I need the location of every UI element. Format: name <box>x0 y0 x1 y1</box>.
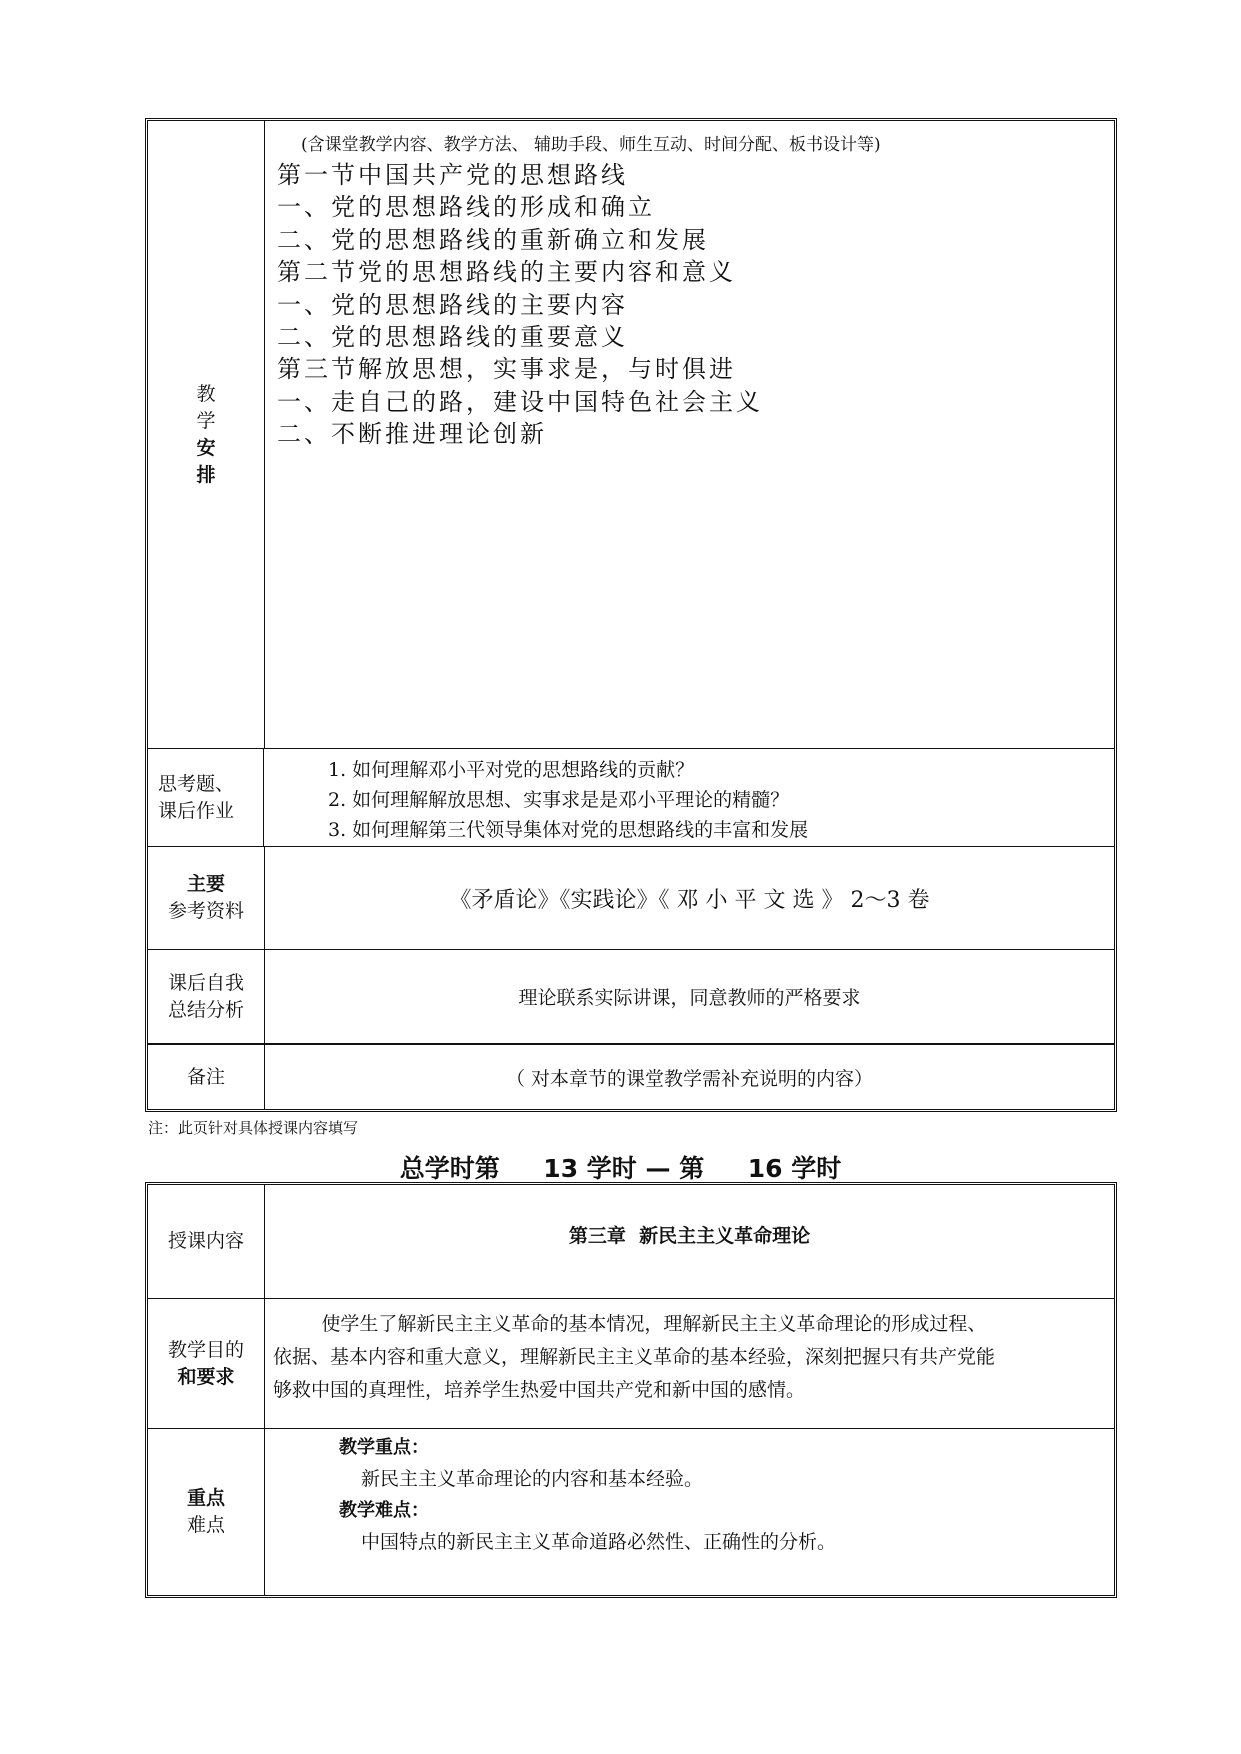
teaching-goals-content: 使学生了解新民主主义革命的基本情况，理解新民主主义革命理论的形成过程、 依据、基本内容和重大意义，理解新民主主义革命的基本经验，深刻把握只有共产党能 够救中国的真理性，培养学生热爱中国共产党和新中国的感情。 <box>273 1313 996 1401</box>
references-label: 主要 参考资料 <box>148 847 265 949</box>
key-points-content <box>265 1429 1114 1595</box>
total-hours-heading: 总学时第 13 学时 — 第 16 学时 <box>399 1154 842 1183</box>
teaching-arrangement-content <box>265 121 1114 748</box>
difficulties-text: 中国特点的新民主主义革命道路必然性、正确性的分析。 <box>361 1531 837 1553</box>
outline-line: 二、不断推进理论创新 <box>277 420 547 449</box>
row-teaching-goals <box>148 1298 1114 1428</box>
row-course-content <box>148 1185 1114 1298</box>
key-points-title: 教学重点： <box>339 1437 429 1458</box>
homework-label: 思考题、 课后作业 <box>148 749 264 846</box>
course-content-value: 第三章 新民主主义革命理论 <box>568 1225 811 1247</box>
outline-line: 第一节中国共产党的思想路线 <box>277 161 628 189</box>
row-self-review <box>148 949 1114 1043</box>
arrangement-hint: (含课堂教学内容、教学方法、 辅助手段、师生互动、时间分配、板书设计等) <box>301 135 881 155</box>
key-points-label: 重点 难点 <box>148 1429 265 1595</box>
outline-line: 一、走自己的路，建设中国特色社会主义 <box>277 387 763 416</box>
arrangement-outline <box>277 159 763 451</box>
homework-questions <box>265 749 1114 846</box>
row-key-points <box>148 1428 1114 1595</box>
teaching-arrangement-label: 教 学 安 排 <box>148 121 265 748</box>
remarks-content: （ 对本章节的课堂教学需补充说明的内容） <box>505 1067 874 1090</box>
outline-line: 一、党的思想路线的主要内容 <box>277 290 628 319</box>
question-item: 3. 如何理解第三代领导集体对党的思想路线的丰富和发展 <box>328 819 809 841</box>
lesson-table-1 <box>145 118 1117 1112</box>
outline-line: 二、党的思想路线的重要意义 <box>277 323 628 352</box>
question-item: 1. 如何理解邓小平对党的思想路线的贡献？ <box>328 759 695 781</box>
row-references <box>148 846 1114 949</box>
remarks-label: 备注 <box>148 1045 265 1109</box>
row-remarks <box>148 1043 1114 1109</box>
lesson-table-2 <box>145 1182 1117 1598</box>
difficulties-title: 教学难点： <box>339 1500 429 1521</box>
outline-line: 一、党的思想路线的形成和确立 <box>277 193 655 222</box>
self-review-content: 理论联系实际讲课，同意教师的严格要求 <box>518 987 861 1009</box>
page-note: 注：此页针对具体授课内容填写 <box>148 1119 359 1137</box>
question-item: 2. 如何理解解放思想、实事求是是邓小平理论的精髓？ <box>328 789 790 811</box>
outline-line: 第三节解放思想，实事求是，与时俱进 <box>277 355 736 384</box>
references-content: 《矛盾论》《实践论》《 邓 小 平 文 选 》 2～3 卷 <box>449 887 930 913</box>
row-homework <box>148 748 1114 846</box>
row-teaching-arrangement <box>148 121 1114 748</box>
course-content-label: 授课内容 <box>148 1185 265 1298</box>
outline-line: 第二节党的思想路线的主要内容和意义 <box>277 258 736 287</box>
outline-line: 二、党的思想路线的重新确立和发展 <box>277 225 709 254</box>
key-points-text: 新民主主义革命理论的内容和基本经验。 <box>361 1468 704 1490</box>
teaching-goals-label: 教学目的 和要求 <box>148 1299 265 1428</box>
self-review-label: 课后自我 总结分析 <box>148 950 265 1043</box>
